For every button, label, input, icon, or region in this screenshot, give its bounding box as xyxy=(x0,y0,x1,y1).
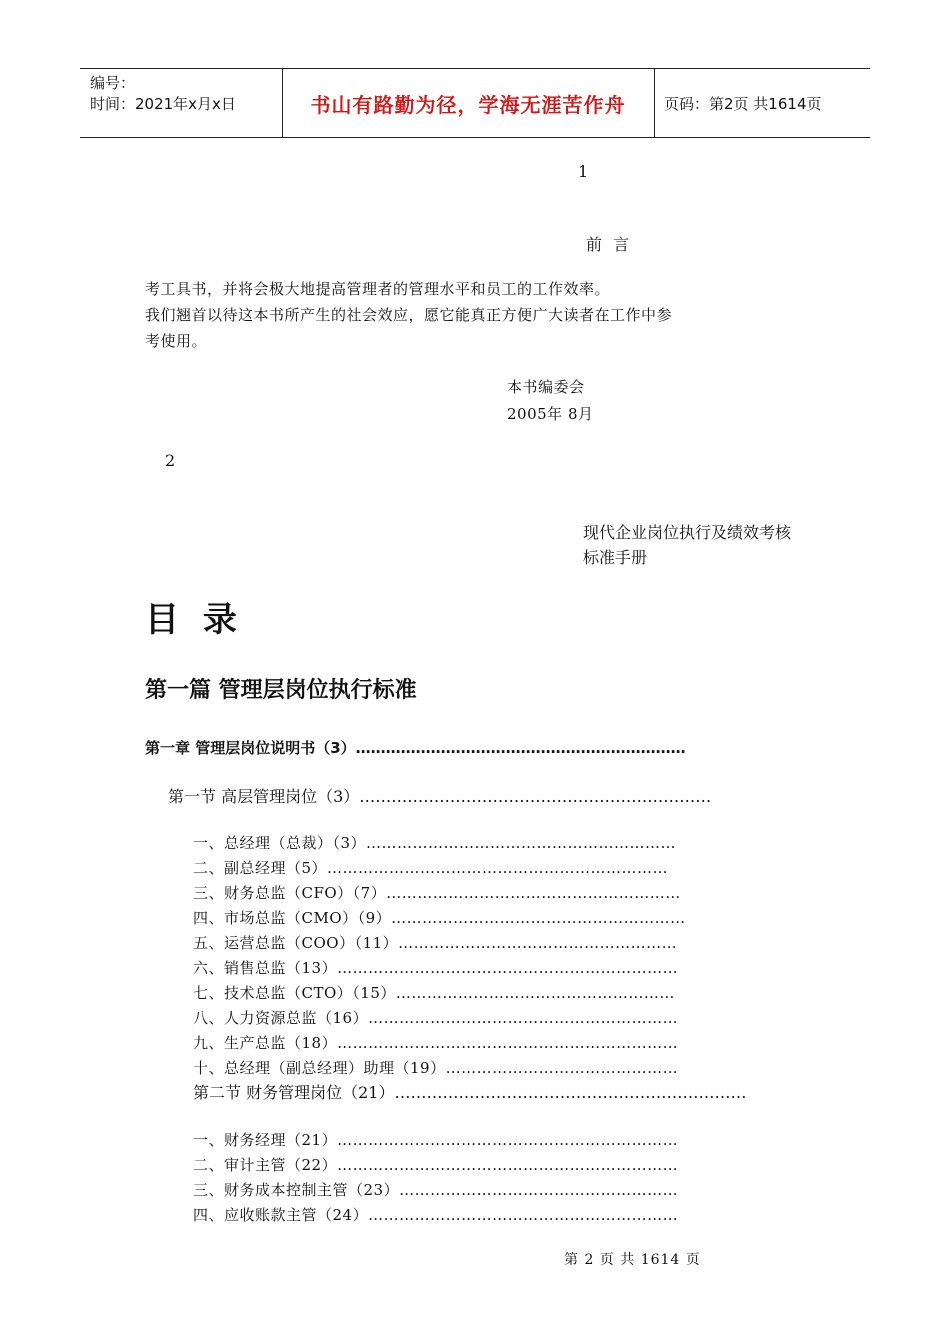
toc-section-1[interactable]: 第一节 高层管理岗位（3）………………………………………………………… xyxy=(168,787,712,806)
toc-item[interactable]: 八、人力资源总监（16）…………………………………………………… xyxy=(193,1009,679,1027)
toc-item[interactable]: 五、运营总监（COO）（11）……………………………………………… xyxy=(193,934,678,952)
toc-item[interactable]: 九、生产总监（18）………………………………………………………… xyxy=(193,1034,679,1052)
toc-item[interactable]: 二、审计主管（22）………………………………………………………… xyxy=(193,1156,679,1174)
header-motto: 书山有路勤为径，学海无涯苦作舟 xyxy=(310,92,626,117)
toc-part-title: 第一篇 管理层岗位执行标准 xyxy=(145,677,417,703)
book-title-line-1: 现代企业岗位执行及绩效考核 xyxy=(583,523,792,542)
header-time: 时间：2021年x月x日 xyxy=(90,95,236,113)
page-marker-2: 2 xyxy=(165,451,176,470)
preface-line-1: 考工具书，并将会极大地提高管理者的管理水平和员工的工作效率。 xyxy=(145,280,611,298)
page-header xyxy=(80,68,870,138)
toc-item[interactable]: 一、财务经理（21）………………………………………………………… xyxy=(193,1131,679,1149)
preface-line-2: 我们翘首以待这本书所产生的社会效应，愿它能真正方便广大读者在工作中参 xyxy=(145,306,673,324)
book-title-line-2: 标准手册 xyxy=(583,548,648,567)
toc-section-2[interactable]: 第二节 财务管理岗位（21）………………………………………………………… xyxy=(193,1083,747,1102)
preface-signature: 本书编委会 xyxy=(507,378,585,396)
toc-item[interactable]: 七、技术总监（CTO）（15）……………………………………………… xyxy=(193,984,675,1002)
header-divider-right xyxy=(654,69,655,137)
toc-item[interactable]: 十、总经理（副总经理）助理（19）……………………………………… xyxy=(193,1059,679,1077)
preface-title: 前 言 xyxy=(586,235,633,254)
header-page-info: 页码：第2页 共1614页 xyxy=(664,94,822,113)
preface-line-3: 考使用。 xyxy=(145,332,208,350)
toc-chapter[interactable]: 第一章 管理层岗位说明书（3）………………………………………………………… xyxy=(145,739,686,757)
toc-item[interactable]: 一、总经理（总裁）（3）…………………………………………………… xyxy=(193,834,677,852)
header-number-label: 编号： xyxy=(90,74,136,92)
header-meta xyxy=(90,73,236,115)
preface-date: 2005年 8月 xyxy=(507,405,594,423)
toc-item[interactable]: 三、财务总监（CFO）（7）………………………………………………… xyxy=(193,884,681,902)
toc-item[interactable]: 六、销售总监（13）………………………………………………………… xyxy=(193,959,679,977)
toc-item[interactable]: 四、应收账款主管（24）…………………………………………………… xyxy=(193,1206,679,1224)
toc-item[interactable]: 三、财务成本控制主管（23）……………………………………………… xyxy=(193,1181,679,1199)
toc-item[interactable]: 二、副总经理（5）………………………………………………………… xyxy=(193,859,669,877)
page-footer: 第 2 页 共 1614 页 xyxy=(564,1252,701,1268)
page-marker-1: 1 xyxy=(578,162,589,181)
toc-item[interactable]: 四、市场总监（CMO）（9）………………………………………………… xyxy=(193,909,686,927)
toc-title: 目 录 xyxy=(145,600,243,640)
